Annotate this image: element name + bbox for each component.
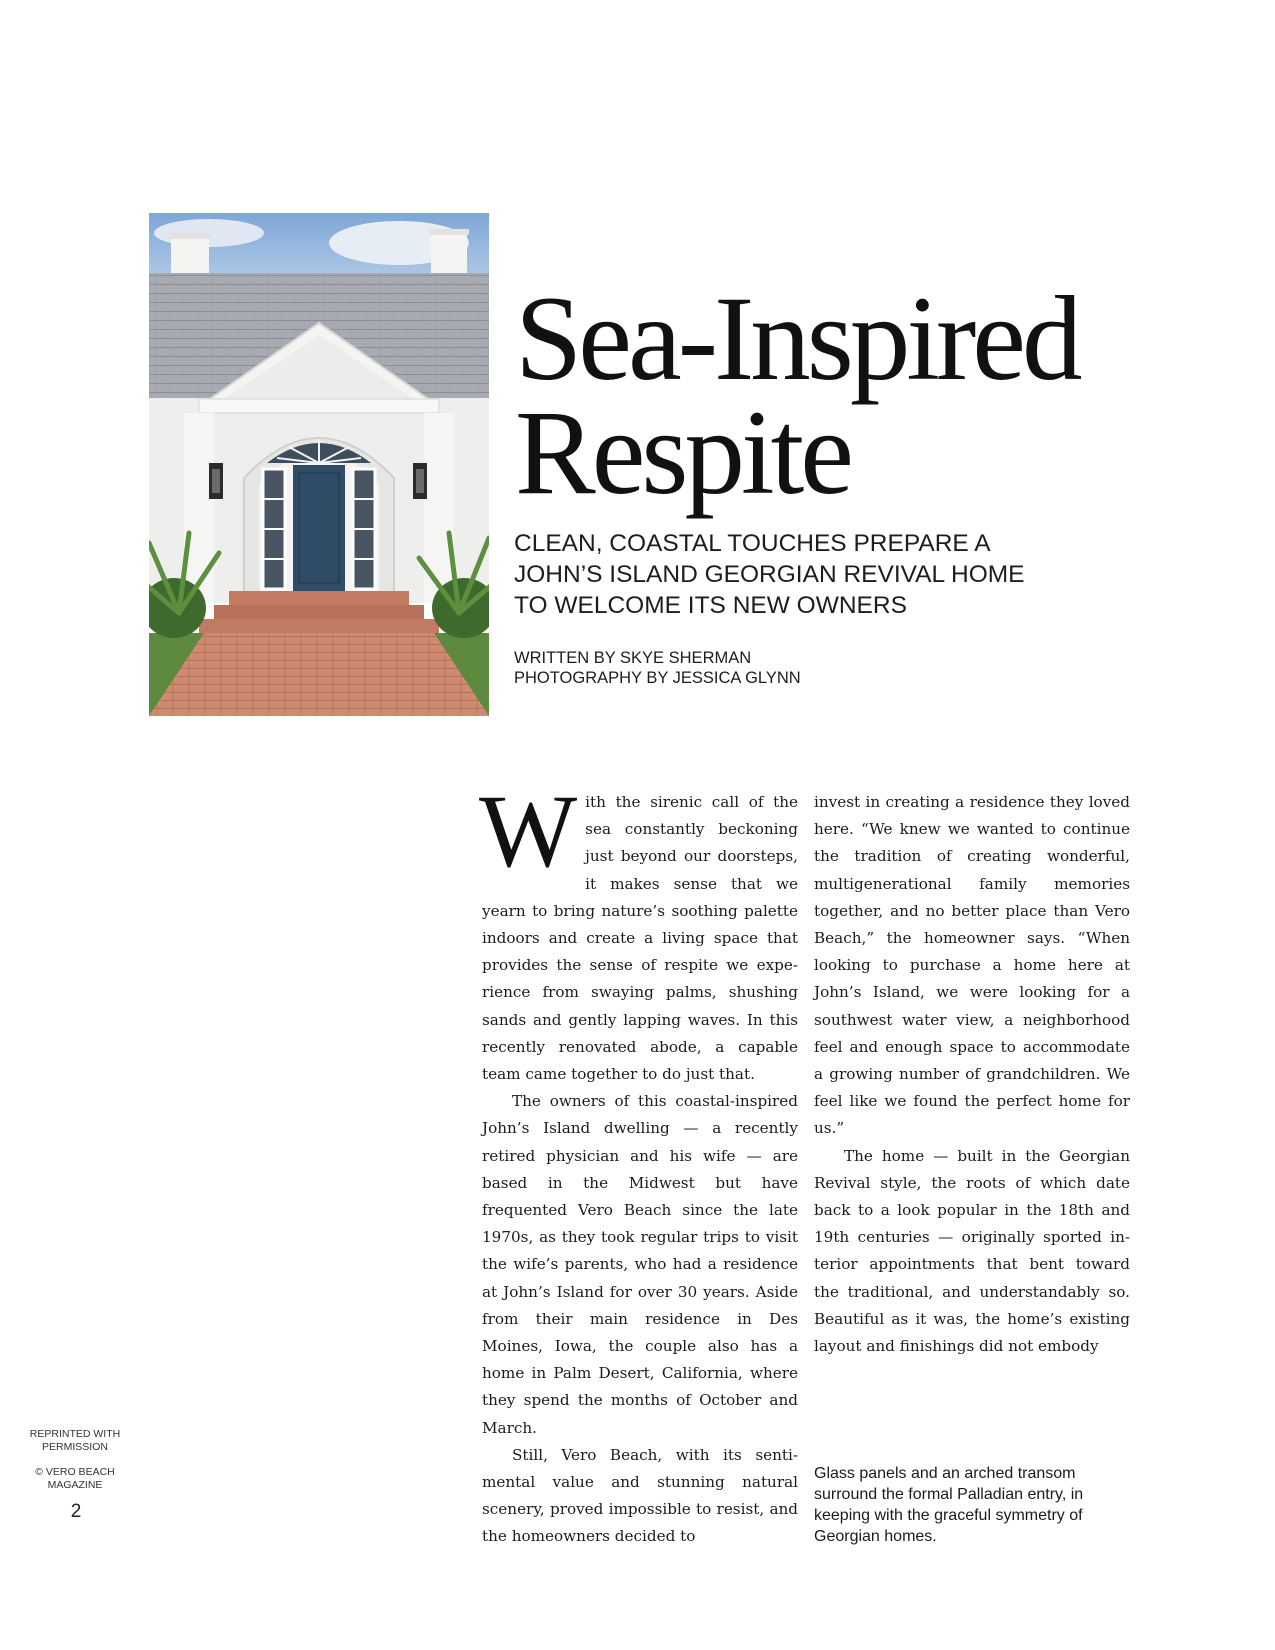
paragraph: The owners of this coastal-inspired John’s Island dwelling — a recently retired physician and his wife — are based in the Midwest but have frequented Vero Beach since the late 1970s, as they took regular trips to visit the wife’s parents, who had a residence at John’s Island for over 30 years. Aside from their main residence in Des Moines, Iowa, the couple also has a home in Palm Desert, California, where they spend the months of October and March. [482,1092,798,1437]
article-subtitle [514,528,1074,621]
photo-caption: Glass panels and an arched transom surround the formal Palladian entry, in keeping with the graceful symmetry of Georgian homes. [814,1465,1084,1545]
drop-cap: W [479,774,578,889]
paragraph-text: ith the sirenic call of the sea constantly beckoning just beyond our doorsteps, it makes sense that we yearn to bring nature’s soothing palette indoors and create a living space that provides the sense of respite we experience from swaying palms, shushing sands and gently lapping waves. In this recently renovated abode, a capable team came together to do just that. [482,793,798,1084]
step [229,591,409,605]
photographer-credit: PHOTOGRAPHY BY JESSICA GLYNN [514,669,801,687]
paragraph: The home — built in the Georgian Revival style, the roots of which date back to a look popular in the 18th and 19th centuries — originally sported interior appointments that bent toward the traditional, and understandably so. Beautiful as it was, the home’s existing layout and finishings did not embody [814,1146,1130,1356]
step [199,619,439,633]
dek-line-2: JOHN’S ISLAND GEORGIAN REVIVAL HOME [514,561,1025,588]
page-number: 2 [70,1501,82,1522]
article-title [515,272,1215,520]
paragraph: Still, Vero Beach, with its sentimental value and stunning natural scenery, proved impossible to resist, and the homeowners decided to [482,1445,798,1546]
step [214,605,424,619]
dek-line-3: TO WELCOME ITS NEW OWNERS [514,592,907,619]
paragraph: invest in creating a residence they loved here. “We knew we wanted to continue the tradition of creating wonderful, multigenerational family memories together, and no better place than Vero Beach,” the homeowner says. “When looking to purchase a home here at John’s Island, we were looking for a southwest water view, a neighborhood feel and enough space to accommodate a growing number of grandchildren. We feel like we found the perfect home for us.” [814,793,1130,1138]
brick-walkway [149,633,489,716]
house-illustration [149,213,489,716]
copyright-notice: © VERO BEACH MAGAZINE [35,1466,115,1491]
body-column-2 [814,789,1130,1360]
body-column-1 [479,774,798,1551]
title-line-1: Sea-Inspired [515,272,1079,406]
chimney-right [431,231,467,277]
byline [514,648,1014,688]
paragraph [479,774,798,1088]
reprint-notice: REPRINTED WITH PERMISSION [29,1428,121,1453]
house-entry-photo [149,213,489,716]
author-credit: WRITTEN BY SKYE SHERMAN [514,649,752,667]
dek-line-1: CLEAN, COASTAL TOUCHES PREPARE A [514,530,991,557]
front-door [293,465,345,591]
chimney-left [171,235,209,277]
title-line-2: Respite [515,386,850,520]
